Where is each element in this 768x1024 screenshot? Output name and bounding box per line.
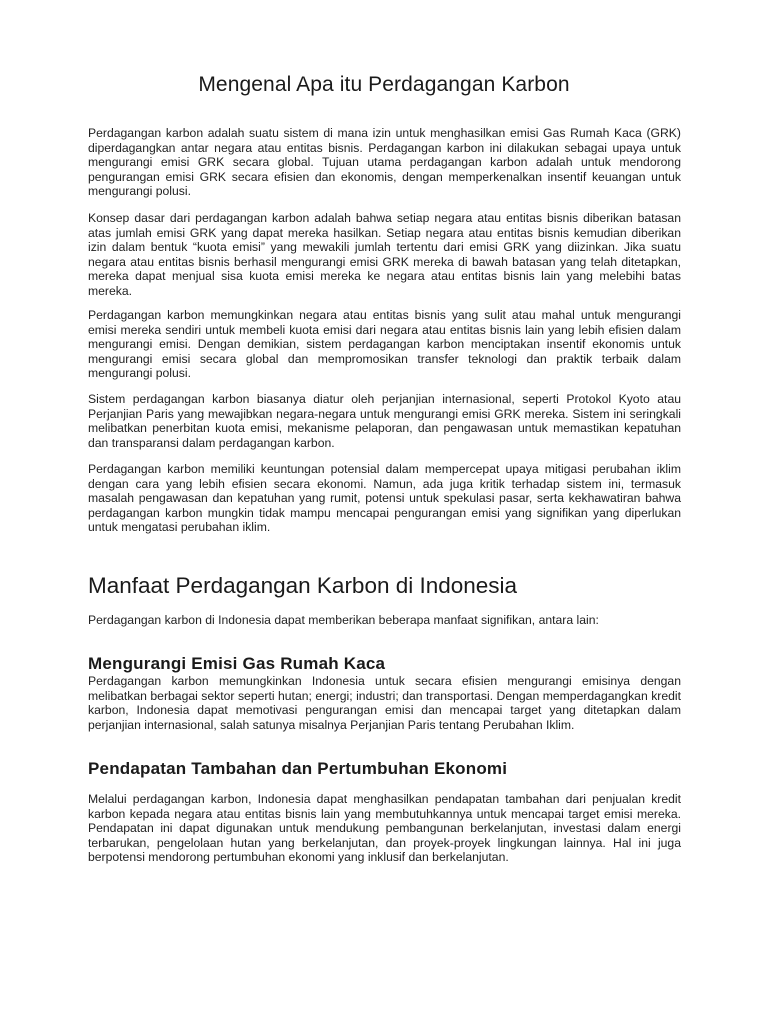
- paragraph-pendapatan: Melalui perdagangan karbon, Indonesia dapat menghasilkan pendapatan tambahan dari penjualan kredit karbon kepada negara atau entitas bisnis lain yang membutuhkannya untuk mencapai target emisi mereka. Pendapatan ini dapat digunakan untuk mendukung pembangunan berkelanjutan, investasi dalam energi terbarukan, pengelolaan hutan yang berkelanjutan, dan proyek-proyek lingkungan lainnya. Hal ini juga berpotensi mendorong pertumbuhan ekonomi yang inklusif dan berkelanjutan.: [88, 792, 681, 865]
- document-title: Mengenal Apa itu Perdagangan Karbon: [198, 73, 570, 96]
- intro-paragraph-2: Konsep dasar dari perdagangan karbon adalah bahwa setiap negara atau entitas bisnis diberikan batasan atas jumlah emisi GRK yang dapat mereka hasilkan. Setiap negara atau entitas bisnis kemudian diberikan izin dalam bentuk “kuota emisi” yang mewakili jumlah tertentu dari emisi GRK yang diizinkan. Jika suatu negara atau entitas bisnis berhasil mengurangi emisi GRK mereka di bawah batasan yang telah ditetapkan, mereka dapat menjual sisa kuota emisi mereka ke negara atau entitas bisnis lain yang melebihi batas mereka.: [88, 211, 681, 298]
- section-heading: Manfaat Perdagangan Karbon di Indonesia: [88, 573, 518, 598]
- subheading-emisi: Mengurangi Emisi Gas Rumah Kaca: [88, 654, 386, 673]
- paragraph-emisi: Perdagangan karbon memungkinkan Indonesia untuk secara efisien mengurangi emisinya dengan melibatkan berbagai sektor seperti hutan; energi; industri; dan transportasi. Dengan memperdagangkan kredit karbon, Indonesia dapat memotivasi pengurangan emisi dan mencapai target yang ditetapkan dalam perjanjian internasional, salah satunya misalnya Perjanjian Paris tentang Perubahan Iklim.: [88, 674, 681, 732]
- intro-paragraph-3: Perdagangan karbon memungkinkan negara atau entitas bisnis yang sulit atau mahal untuk mengurangi emisi mereka sendiri untuk membeli kuota emisi dari negara atau entitas bisnis lain yang lebih efisien dalam mengurangi emisi. Dengan demikian, sistem perdagangan karbon menciptakan insentif ekonomis untuk mengurangi emisi secara global dan mempromosikan transfer teknologi dan praktik terbaik dalam mengurangi polusi.: [88, 308, 681, 381]
- intro-paragraph-1: Perdagangan karbon adalah suatu sistem di mana izin untuk menghasilkan emisi Gas Rumah Kaca (GRK) diperdagangkan antar negara atau entitas bisnis. Perdagangan karbon ini dilakukan sebagai upaya untuk mengurangi emisi GRK secara global. Tujuan utama perdagangan karbon adalah untuk mendorong pengurangan emisi GRK secara efisien dan ekonomis, dengan memperkenalkan insentif keuangan untuk mengurangi polusi.: [88, 126, 681, 199]
- section-lead: Perdagangan karbon di Indonesia dapat memberikan beberapa manfaat signifikan, antara lain:: [88, 613, 599, 627]
- subheading-pendapatan: Pendapatan Tambahan dan Pertumbuhan Ekonomi: [88, 759, 508, 778]
- intro-paragraph-5: Perdagangan karbon memiliki keuntungan potensial dalam mempercepat upaya mitigasi perubahan iklim dengan cara yang lebih efisien secara ekonomi. Namun, ada juga kritik terhadap sistem ini, termasuk masalah pengawasan dan kepatuhan yang rumit, potensi untuk spekulasi pasar, serta kekhawatiran bahwa perdagangan karbon mungkin tidak mampu mencapai pengurangan emisi yang signifikan yang diperlukan untuk mengatasi perubahan iklim.: [88, 462, 681, 535]
- intro-paragraph-4: Sistem perdagangan karbon biasanya diatur oleh perjanjian internasional, seperti Protokol Kyoto atau Perjanjian Paris yang mewajibkan negara-negara untuk mengurangi emisi GRK mereka. Sistem ini seringkali melibatkan penerbitan kuota emisi, mekanisme pelaporan, dan pengawasan untuk memastikan kepatuhan dan transparansi dalam perdagangan karbon.: [88, 392, 681, 450]
